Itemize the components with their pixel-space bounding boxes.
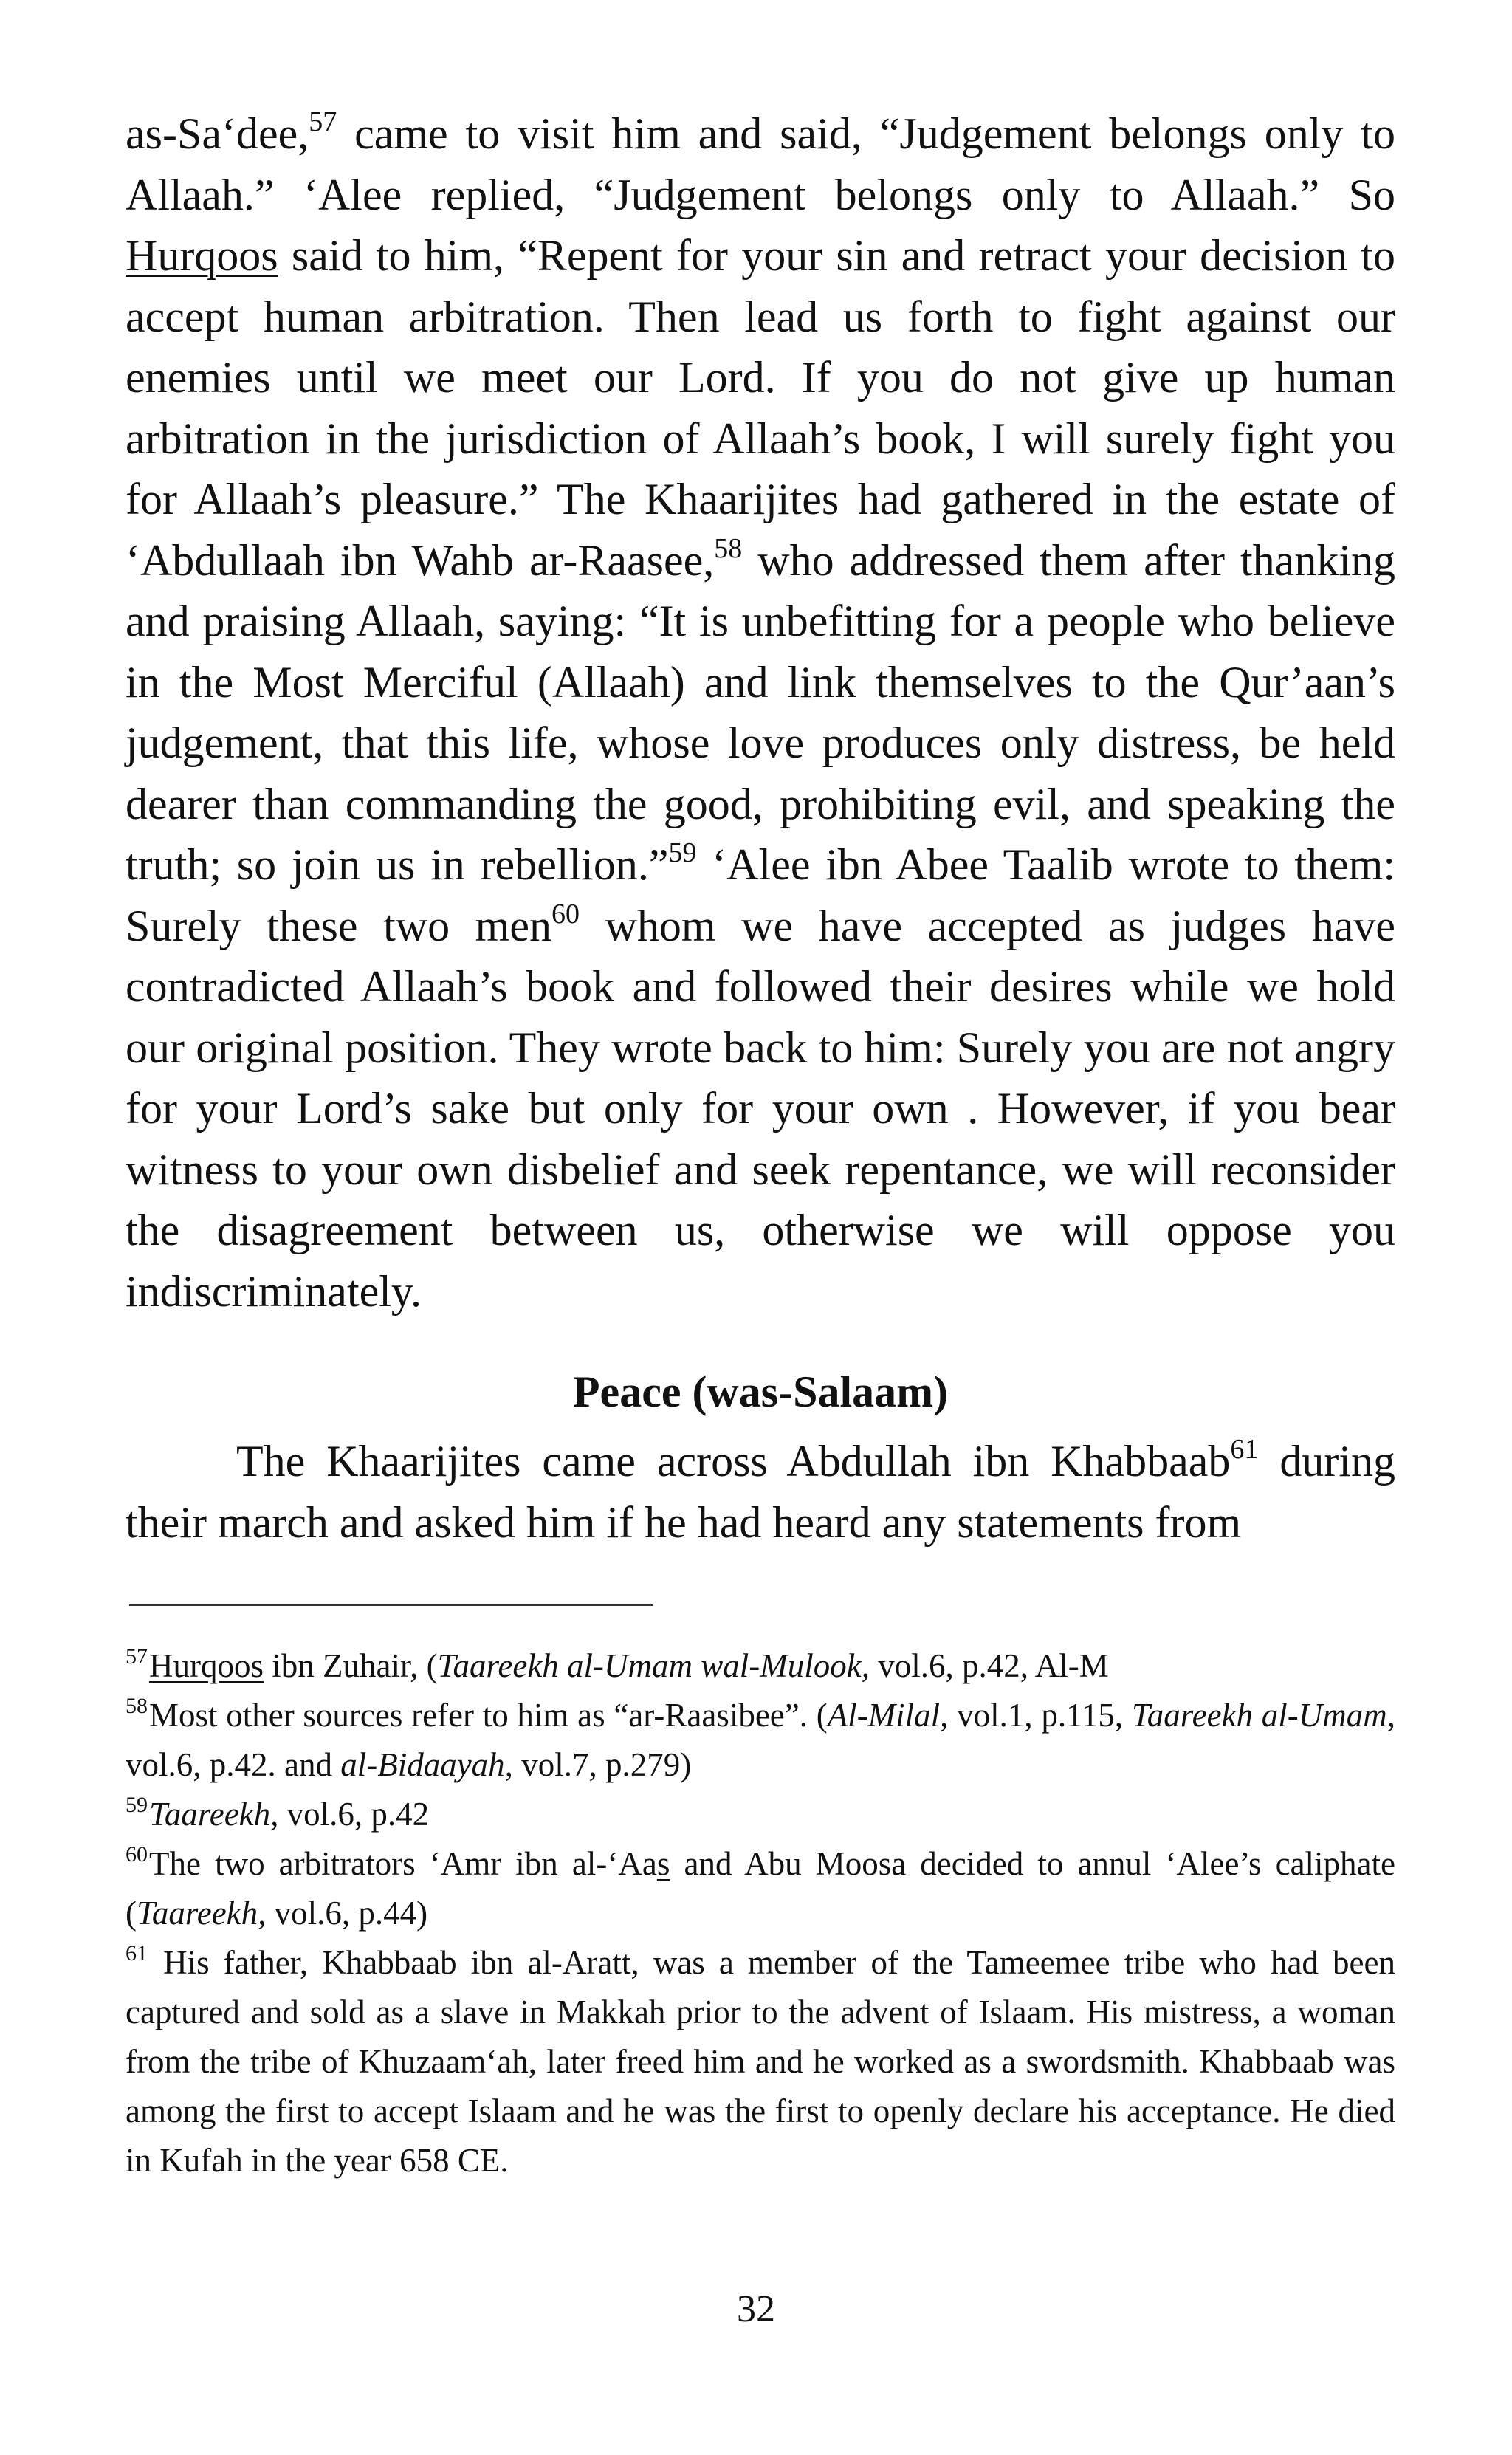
section-heading: Peace (was-Salaam)	[572, 1367, 949, 1416]
text-run: His father, Khabbaab ibn al-Aratt, was a member of the Tameemee tribe who had been captured and sold as a slave in Makkah prior to the advent of Islaam. His mistress, a woman from the tribe of Khuzaam‘ah, later freed him and he worked as a swordsmith. Khabbaab was among the first to accept Islaam and he was the first to openly declare his acceptance. He died in Kufah in the year 658 CE.	[126, 1944, 1395, 2179]
footnote-number: 61	[126, 1941, 148, 1965]
footnote-divider	[129, 1604, 653, 1606]
body-paragraph-2	[126, 1431, 1395, 1553]
italic-title: Taareekh,	[137, 1895, 267, 1932]
footnote-ref-61: 61	[1230, 1434, 1259, 1465]
page-number: 32	[737, 2288, 775, 2330]
footnote-59	[126, 1790, 1395, 1839]
underlined-letter: s	[656, 1845, 670, 1882]
text-run: said to him, “Repent for your sin and retract your decision to accept human arbitration. Then lead us forth to fight against our enemies until we meet our Lord. If you do not give up human arbitration in the jurisdiction of Allaah’s book, I will surely fight you for Allaah’s pleasure.” The Khaarijites had gathered in the estate of ‘Abdullaah ibn Wahb ar-Raasee,	[126, 231, 1395, 585]
footnote-ref-59: 59	[668, 837, 697, 868]
footnote-ref-58: 58	[714, 532, 743, 564]
text-run: ibn Zuhair, (	[264, 1647, 438, 1684]
text-run: vol.6, p.42. and	[126, 1746, 341, 1783]
text-run: and Abu Moosa decided to annul ‘Alee’s caliphate (	[126, 1845, 1395, 1932]
text-run: Most other sources refer to him as “ar-Raasibee”. (	[149, 1697, 828, 1734]
italic-title: al-Bidaayah,	[340, 1746, 513, 1783]
footnote-ref-60: 60	[551, 898, 580, 930]
footnote-ref-57: 57	[309, 106, 337, 137]
italic-title: Taareekh al-Umam,	[1131, 1697, 1395, 1734]
italic-title: Taareekh,	[149, 1796, 279, 1833]
footnote-number: 60	[126, 1842, 148, 1867]
footnote-number: 59	[126, 1793, 148, 1817]
text-run: ‘Alee ibn Abee Taalib wrote to them: Surely these two men	[126, 840, 1395, 950]
page-body	[126, 103, 1395, 2186]
text-run: came to visit him and said, “Judgement belongs only to Allaah.” ‘Alee replied, “Judgement belongs only to Allaah.” So	[126, 109, 1395, 219]
text-run: who addressed them after thanking and praising Allaah, saying: “It is unbefitting for a people who believe in the Most Merciful (Allaah) and link themselves to the Qur’aan’s judgement, that this life, whose love produces only distress, be held dearer than commanding the good, prohibiting evil, and speaking the truth; so join us in rebellion.”	[126, 535, 1395, 889]
footnote-61	[126, 1938, 1395, 2186]
footnote-58	[126, 1691, 1395, 1790]
italic-title: Taareekh al-Umam wal-Mulook,	[437, 1647, 870, 1684]
footnote-60	[126, 1839, 1395, 1938]
italic-title: Al-Milal,	[827, 1697, 949, 1734]
text-run: as-Sa‘dee,	[126, 109, 309, 158]
text-run: vol.6, p.44)	[266, 1895, 428, 1932]
text-run: during their march and asked him if he had heard any statements from	[126, 1437, 1395, 1547]
name-hurqoos: Hurqoos	[149, 1647, 264, 1684]
text-run: vol.7, p.279)	[512, 1746, 692, 1783]
text-run: vol.6, p.42	[278, 1796, 430, 1833]
footnote-57	[126, 1641, 1395, 1691]
footnote-number: 58	[126, 1694, 148, 1718]
text-run: whom we have accepted as judges have contradicted Allaah’s book and followed their desires while we hold our original position. They wrote back to him: Surely you are not angry for your Lord’s sake but only for your own . However, if you bear witness to your own disbelief and seek repentance, we will reconsider the disagreement between us, otherwise we will oppose you indiscriminately.	[126, 901, 1395, 1316]
text-run: vol.6, p.42, Al-M	[870, 1647, 1109, 1684]
body-paragraph-1	[126, 103, 1395, 1322]
text-run: The Khaarijites came across Abdullah ibn Khabbaab	[236, 1437, 1231, 1486]
text-run: vol.1, p.115,	[948, 1697, 1132, 1734]
text-run: The two arbitrators ‘Amr ibn al-‘Aa	[149, 1845, 657, 1882]
name-hurqoos: Hurqoos	[126, 231, 278, 280]
footnotes	[126, 1641, 1395, 2186]
footnote-number: 57	[126, 1644, 148, 1669]
